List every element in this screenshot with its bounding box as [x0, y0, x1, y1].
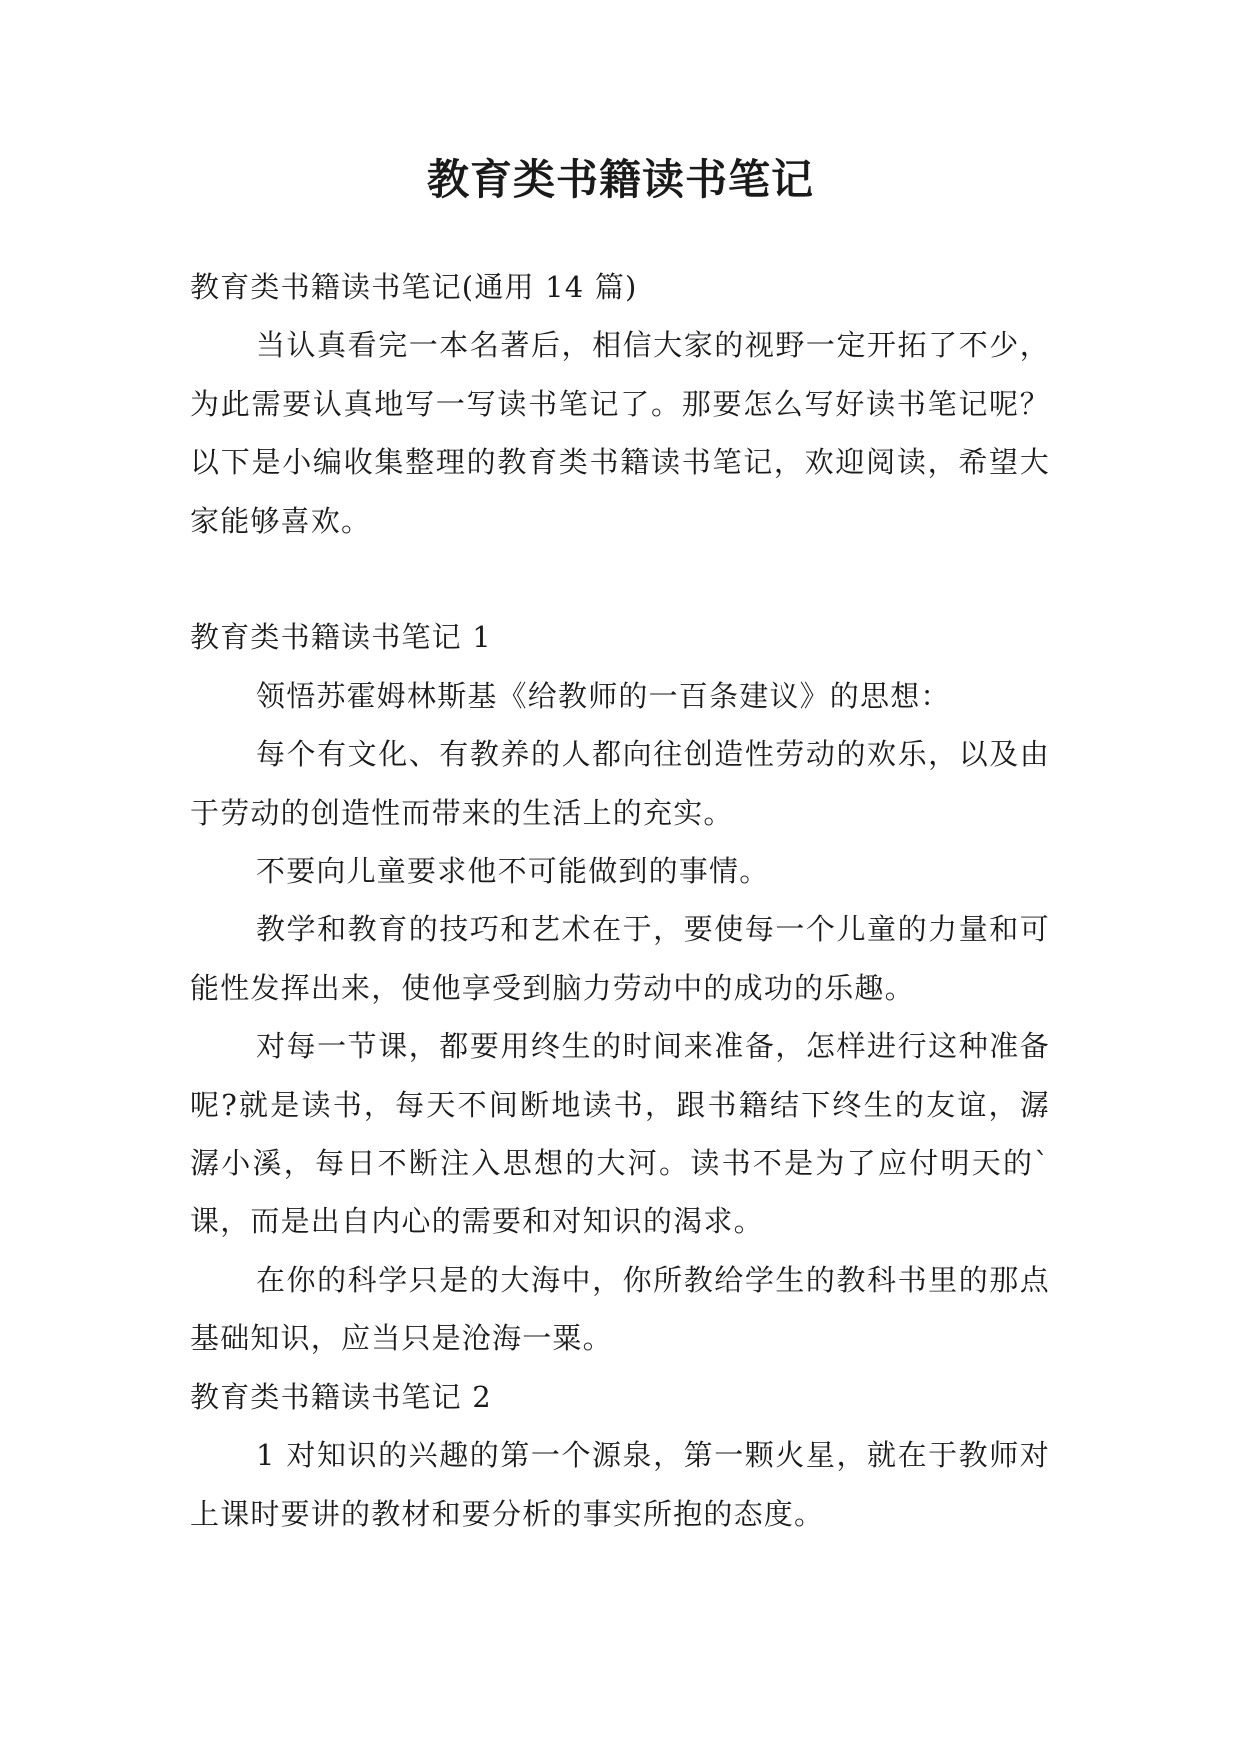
section-1-paragraph: 不要向儿童要求他不可能做到的事情。: [256, 854, 770, 889]
document-body: [190, 258, 1050, 1543]
section-1-paragraph: 教学和教育的技巧和艺术在于，要使每一个儿童的力量和可能性发挥出来，使他享受到脑力劳动中的成功的乐趣。: [190, 912, 1050, 1005]
section-1-paragraph: 领悟苏霍姆林斯基《给教师的一百条建议》的思想：: [256, 678, 951, 713]
document-subtitle: 教育类书籍读书笔记(通用 14 篇): [190, 270, 638, 304]
section-1-paragraph: 在你的科学只是的大海中，你所教给学生的教科书里的那点基础知识，应当只是沧海一粟。: [190, 1262, 1050, 1356]
section-1-paragraph: 对每一节课，都要用终生的时间来准备，怎样进行这种准备呢?就是读书，每天不间断地读书，跟书籍结下终生的友谊，潺潺小溪，每日不断注入思想的大河。读书不是为了应付明天的`课，而是出自内心的需要和对知识的渴求。: [190, 1029, 1050, 1239]
section-spacer: [190, 550, 1050, 608]
intro-paragraph: 当认真看完一本名著后，相信大家的视野一定开拓了不少，为此需要认真地写一写读书笔记了。那要怎么写好读书笔记呢？以下是小编收集整理的教育类书籍读书笔记，欢迎阅读，希望大家能够喜欢。: [190, 328, 1050, 538]
section-2-paragraph: 1 对知识的兴趣的第一个源泉，第一颗火星，就在于教师对上课时要讲的教材和要分析的事实所抱的态度。: [190, 1438, 1050, 1531]
section-heading-1: 教育类书籍读书笔记 1: [190, 620, 492, 655]
document-title: 教育类书籍读书笔记: [426, 155, 814, 204]
section-heading-2: 教育类书籍读书笔记 2: [190, 1379, 492, 1414]
section-1-paragraph: 每个有文化、有教养的人都向往创造性劳动的欢乐，以及由于劳动的创造性而带来的生活上的充实。: [190, 737, 1050, 830]
